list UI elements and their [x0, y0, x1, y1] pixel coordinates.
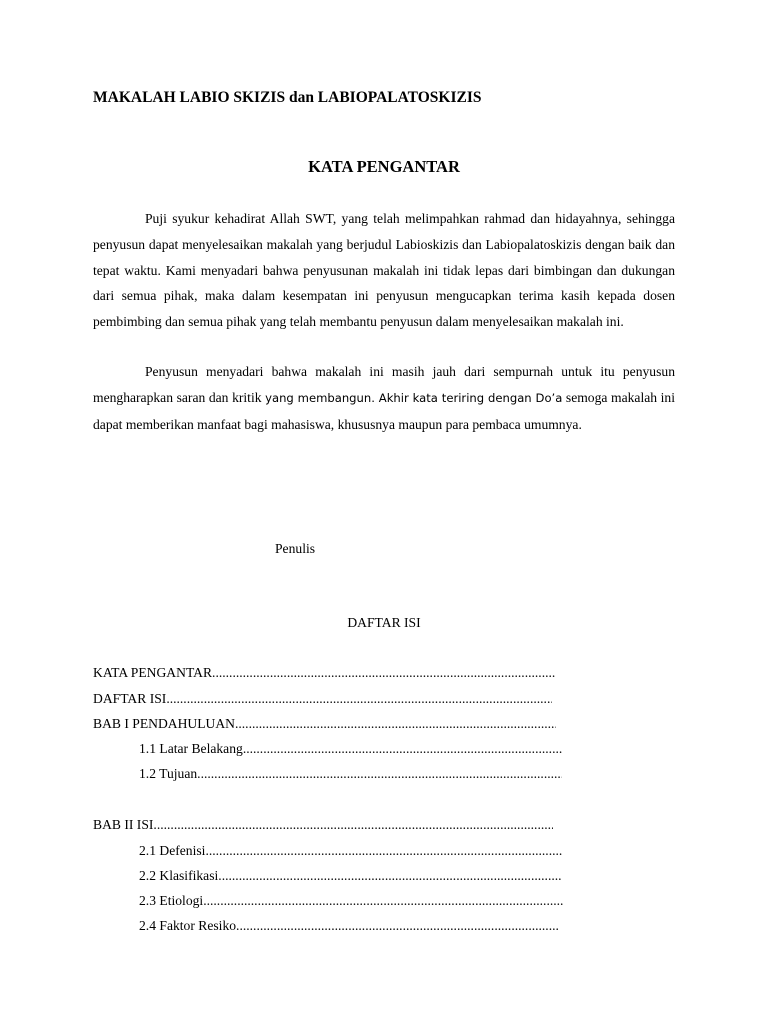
toc-entry-label: BAB I PENDAHULUAN	[93, 716, 235, 731]
toc-leader-dots	[236, 918, 559, 934]
toc-entry-1-2	[139, 766, 562, 782]
toc-entry-label: DAFTAR ISI	[93, 691, 167, 706]
toc-entry-2-4	[139, 918, 559, 934]
toc-entry-label: 2.3 Etiologi	[139, 893, 204, 908]
toc-leader-dots	[166, 691, 552, 707]
toc-entry-bab-2	[93, 817, 553, 833]
preface-paragraph-1	[93, 206, 675, 335]
preface-paragraph-2	[93, 359, 675, 437]
toc-leader-dots	[153, 817, 553, 833]
toc-entry-bab-1	[93, 716, 556, 732]
preface-paragraph-2-text-b: yang membangun. Akhir kata teriring dengan Do’a	[265, 390, 563, 405]
toc-entry-2-1	[139, 843, 563, 859]
preface-paragraph-2-text-a: Penyusun menyadari bahwa makalah ini masih jauh dari sempurnah untuk itu penyusun mengharapkan saran dan kritik	[93, 364, 675, 405]
toc-entry-daftar-isi	[93, 691, 552, 707]
toc-entry-2-2	[139, 868, 562, 884]
toc-entry-label: BAB II ISI	[93, 817, 154, 832]
toc-leader-dots	[205, 843, 563, 859]
toc-entry-label: 2.4 Faktor Resiko	[139, 918, 237, 933]
toc-entry-label: 2.2 Klasifikasi	[139, 868, 219, 883]
kata-pengantar-title: KATA PENGANTAR	[308, 157, 460, 176]
toc-leader-dots	[203, 893, 564, 909]
daftar-isi-title: DAFTAR ISI	[347, 615, 421, 630]
toc-entry-label: 1.2 Tujuan	[139, 766, 198, 781]
toc-leader-dots	[218, 868, 562, 884]
toc-entry-kata-pengantar	[93, 665, 555, 681]
toc-entry-2-3	[139, 893, 564, 909]
toc-leader-dots	[212, 665, 555, 681]
toc-leader-dots	[197, 766, 562, 782]
toc-entry-label: KATA PENGANTAR	[93, 665, 213, 680]
toc-entry-label: 1.1 Latar Belakang	[139, 741, 243, 756]
toc-leader-dots	[235, 716, 556, 732]
author-signature: Penulis	[275, 541, 316, 556]
document-heading: MAKALAH LABIO SKIZIS dan LABIOPALATOSKIZIS	[93, 89, 482, 106]
preface-paragraph-2-text-c: semoga makalah ini dapat memberikan manfaat bagi mahasiswa, khususnya maupun para pembaca umumnya.	[93, 389, 675, 432]
toc-entry-label: 2.1 Defenisi	[139, 843, 206, 858]
preface-paragraph-1-text: Puji syukur kehadirat Allah SWT, yang telah melimpahkan rahmad dan hidayahnya, sehingga penyusun dapat menyelesaikan makalah yang berjudul Labioskizis dan Labiopalatoskizis dengan baik dan tepat waktu. Kami menyadari bahwa penyusunan makalah ini tidak lepas dari bimbingan dan dukungan dari semua pihak, maka dalam kesempatan ini penyusun mengucapkan terima kasih kepada dosen pembimbing dan semua pihak yang telah membantu penyusun dalam menyelesaikan makalah ini.	[93, 211, 675, 330]
toc-entry-1-1	[139, 741, 562, 757]
toc-leader-dots	[243, 741, 562, 757]
